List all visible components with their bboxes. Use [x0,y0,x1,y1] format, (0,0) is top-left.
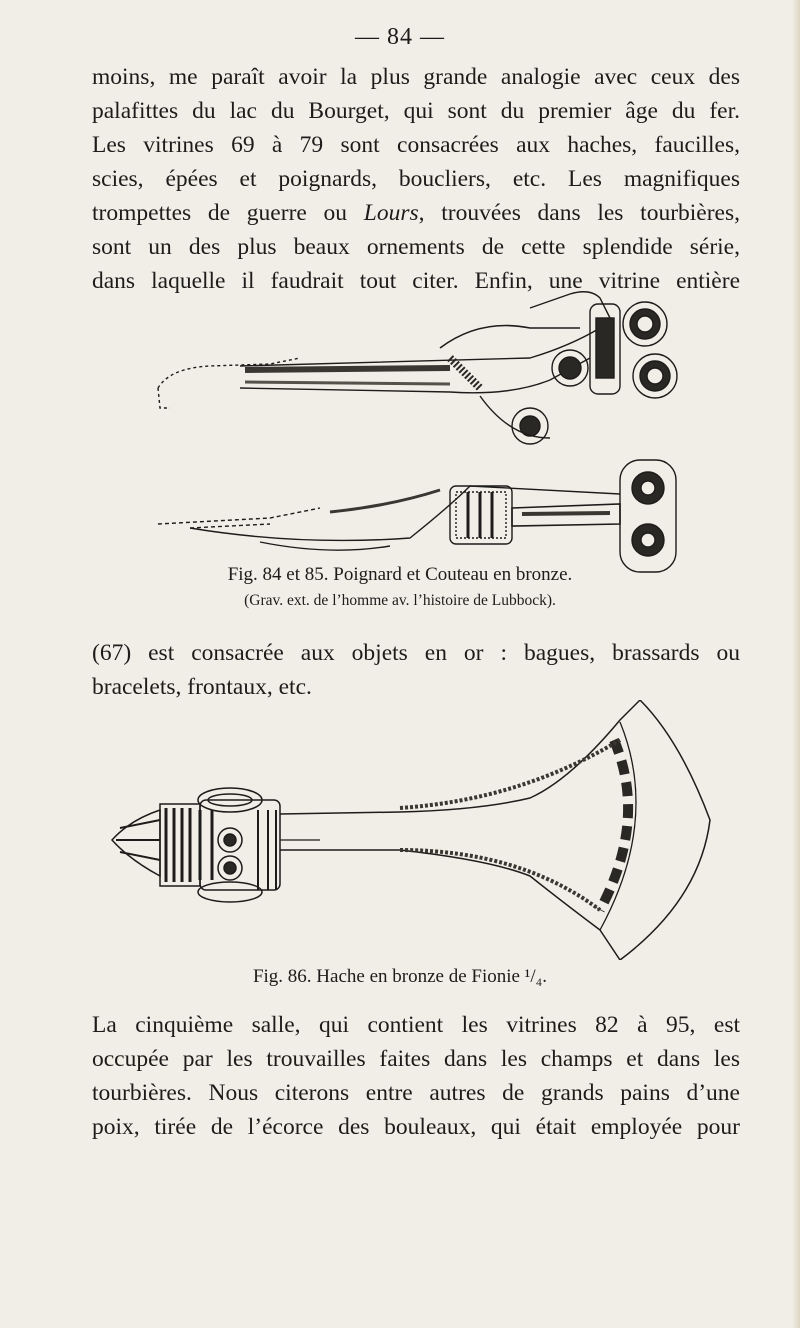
text-line: scies, épées et poignards, boucliers, etc. Les magnifiques [92,166,740,192]
text-line-mixed [92,196,740,230]
text-segment: , trouvées dans les tourbières, [418,200,741,226]
text-line: occupée par les trouvailles faites dans les champs et dans les [92,1046,740,1072]
paragraph-3 [92,1008,740,1144]
paragraph-2 [92,636,740,704]
knife-illustration [150,446,690,576]
figure-84-85-credit: (Grav. ext. de l’homme av. l’histoire de Lubbock). [244,592,556,609]
paragraph-1 [92,60,740,298]
text-segment: trompettes de guerre ou [92,200,348,226]
text-line: Les vitrines 69 à 79 sont consacrées aux haches, faucilles, [92,132,740,158]
text-line: palafittes du lac du Bourget, qui sont du premier âge du fer. [92,98,740,124]
figure-84-85-caption: Fig. 84 et 85. Poignard et Couteau en bronze. [227,564,573,585]
figure-86-caption: Fig. 86. Hache en bronze de Fionie ¹/₄. [252,966,548,987]
text-line: La cinquième salle, qui contient les vitrines 82 à 95, est [92,1012,740,1038]
text-line: poix, tirée de l’écorce des bouleaux, qui était employée pour [92,1114,740,1140]
page-edge-shadow [792,0,800,1328]
page-number-header: — 84 — [355,24,445,50]
dagger-illustration [150,288,690,448]
text-line: sont un des plus beaux ornements de cette splendide série, [92,234,740,260]
text-line: moins, me paraît avoir la plus grande analogie avec ceux des [92,64,740,90]
text-line: (67) est consacrée aux objets en or : bagues, brassards ou [92,640,740,666]
axe-illustration [100,700,740,960]
italic-word: Lours [363,200,419,226]
text-line: tourbières. Nous citerons entre autres de grands pains d’une [92,1080,740,1106]
text-line: dans laquelle il faudrait tout citer. Enfin, une vitrine entière [92,268,740,294]
text-line: bracelets, frontaux, etc. [92,674,312,700]
